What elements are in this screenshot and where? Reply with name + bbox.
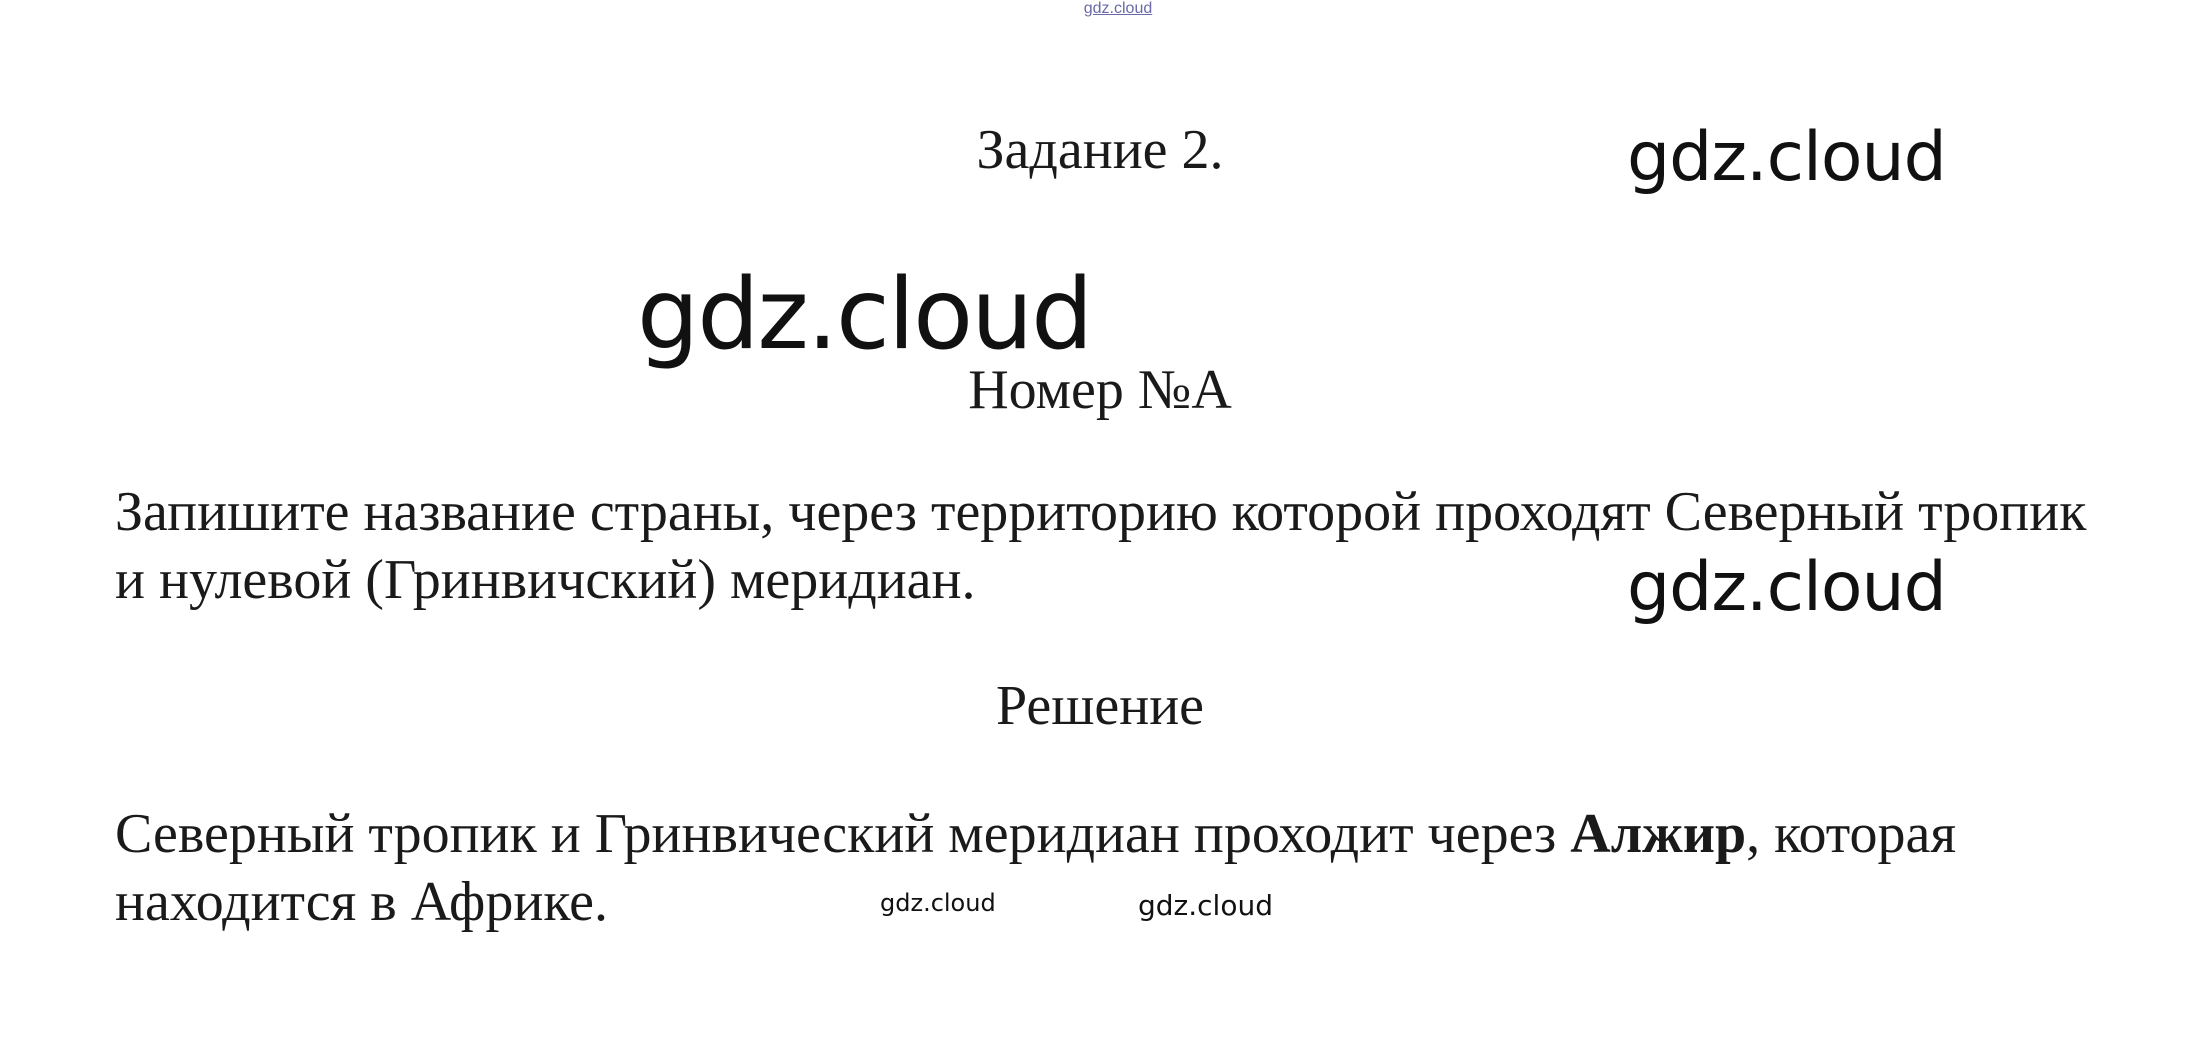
watermark: gdz.cloud xyxy=(1138,889,1273,922)
watermark: gdz.cloud xyxy=(880,889,996,917)
question-text: Запишите название страны, через территорию которой проходят Северный тропик и нулевой (Гринвичский) меридиан. xyxy=(115,481,2087,611)
answer-text-start: Северный тропик и Гринвический меридиан проходит через xyxy=(115,803,1571,865)
top-watermark-link[interactable]: gdz.cloud xyxy=(1083,0,1153,17)
task-number: Номер №А xyxy=(968,359,1232,421)
answer-country: Алжир xyxy=(1570,803,1747,865)
answer-text xyxy=(115,800,2115,936)
watermark: gdz.cloud xyxy=(637,258,1092,372)
answer-text-end: , которая находится в Африке. xyxy=(115,803,1957,933)
watermark: gdz.cloud xyxy=(1627,548,1946,627)
solution-heading: Решение xyxy=(995,675,1205,737)
watermark: gdz.cloud xyxy=(1627,118,1946,197)
task-title: Задание 2. xyxy=(976,119,1224,181)
